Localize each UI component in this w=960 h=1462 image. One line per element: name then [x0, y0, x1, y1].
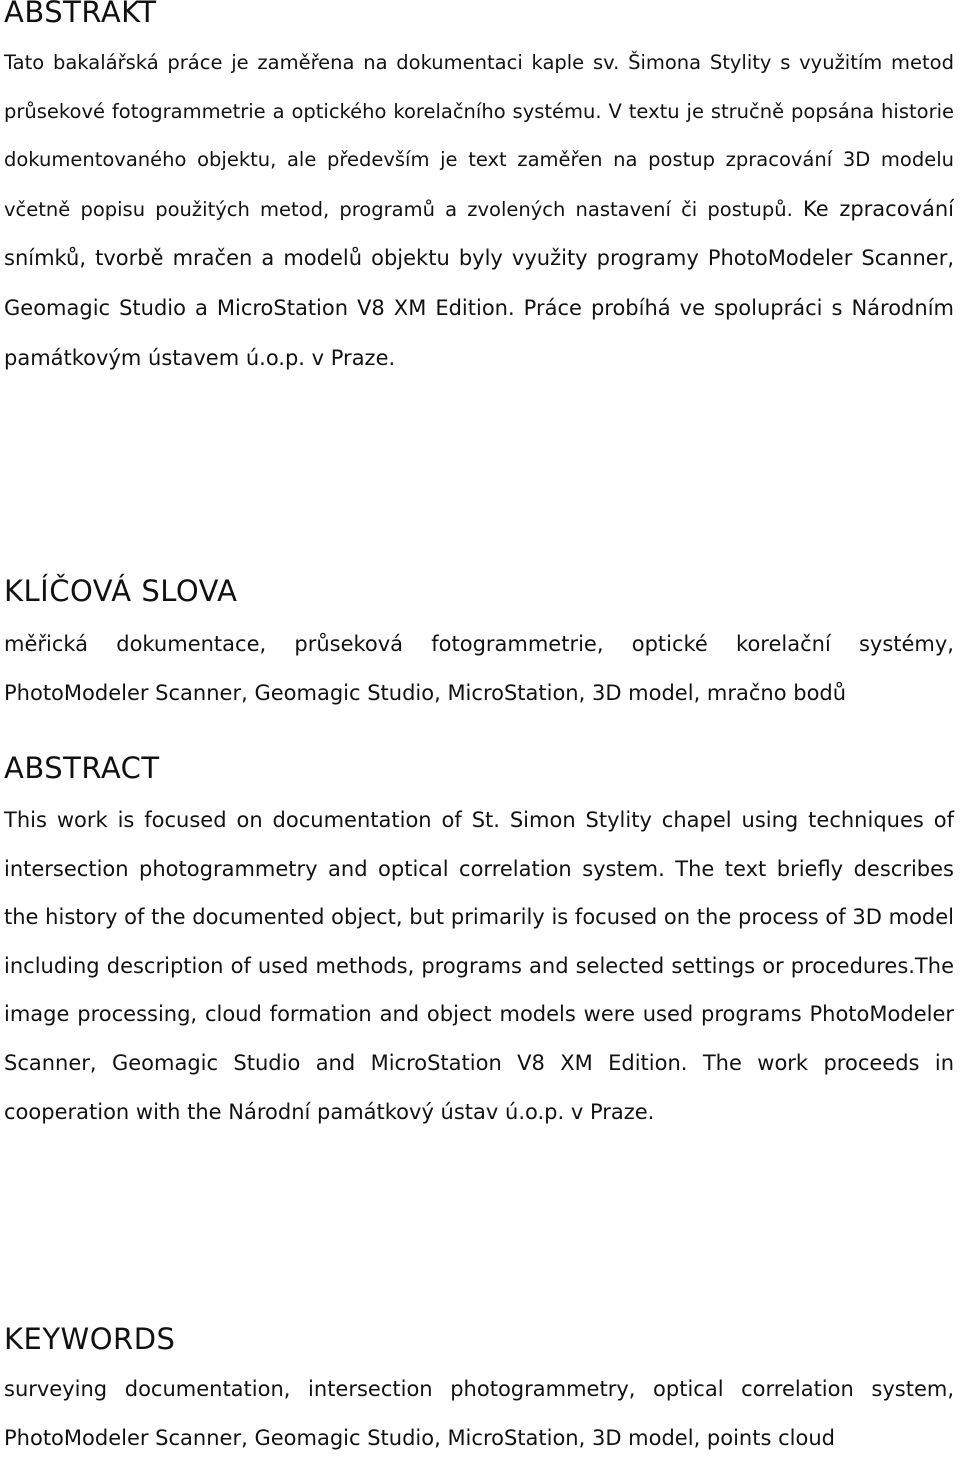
abstract-text: This work is focused on documentation of St. Simon Stylity chapel using techniques of intersection photogrammetry and optical correlation system. The text briefly describes the history of the documented object, but primarily is focused on the process of 3D model including description of used methods, programs and selected settings or procedures.The image processing, cloud formation and object models were used programs PhotoModeler Scanner, Geomagic Studio and MicroStation V8 XM Edition. The work proceeds in cooperation with the Národní památkový ústav ú.o.p. v Praze. [4, 808, 954, 1124]
abstrakt-heading: ABSTRAKT [4, 0, 157, 29]
klicova-slova-heading: KLÍČOVÁ SLOVA [4, 574, 238, 608]
keywords-text: surveying documentation, intersection photogrammetry, optical correlation system, PhotoModeler Scanner, Geomagic Studio, MicroStation, 3D model, points cloud [4, 1377, 954, 1450]
abstract-section [4, 752, 954, 1136]
abstrakt-text-part-1: Tato bakalářská práce je zaměřena na dokumentaci kaple sv. Šimona Stylity s využitím metod průsekové fotogrammetrie a optického korelačního systému. V textu je stručně popsána historie dokumentovaného objektu, ale především je text zaměřen na postup zpracování 3D modelu včetně popisu použitých metod, programů a zvolených nastavení či postupů. [4, 51, 954, 221]
abstrakt-section [4, 0, 954, 383]
klicova-slova-section [4, 575, 954, 717]
keywords-heading: KEYWORDS [4, 1322, 176, 1356]
keywords-section [4, 1323, 954, 1462]
abstrakt-text-part-2: Ke zpracování snímků, tvorbě mračen a modelů objektu byly využity programy PhotoModeler Scanner, Geomagic Studio a MicroStation V8 XM Edition. Práce probíhá ve spolupráci s Národním památkovým ústavem ú.o.p. v Praze. [4, 196, 955, 370]
abstrakt-paragraph [4, 39, 954, 383]
klicova-slova-text: měřická dokumentace, průseková fotogrammetrie, optické korelační systémy, PhotoModeler Scanner, Geomagic Studio, MicroStation, 3D model, mračno bodů [4, 632, 954, 705]
abstract-heading: ABSTRACT [4, 751, 160, 785]
